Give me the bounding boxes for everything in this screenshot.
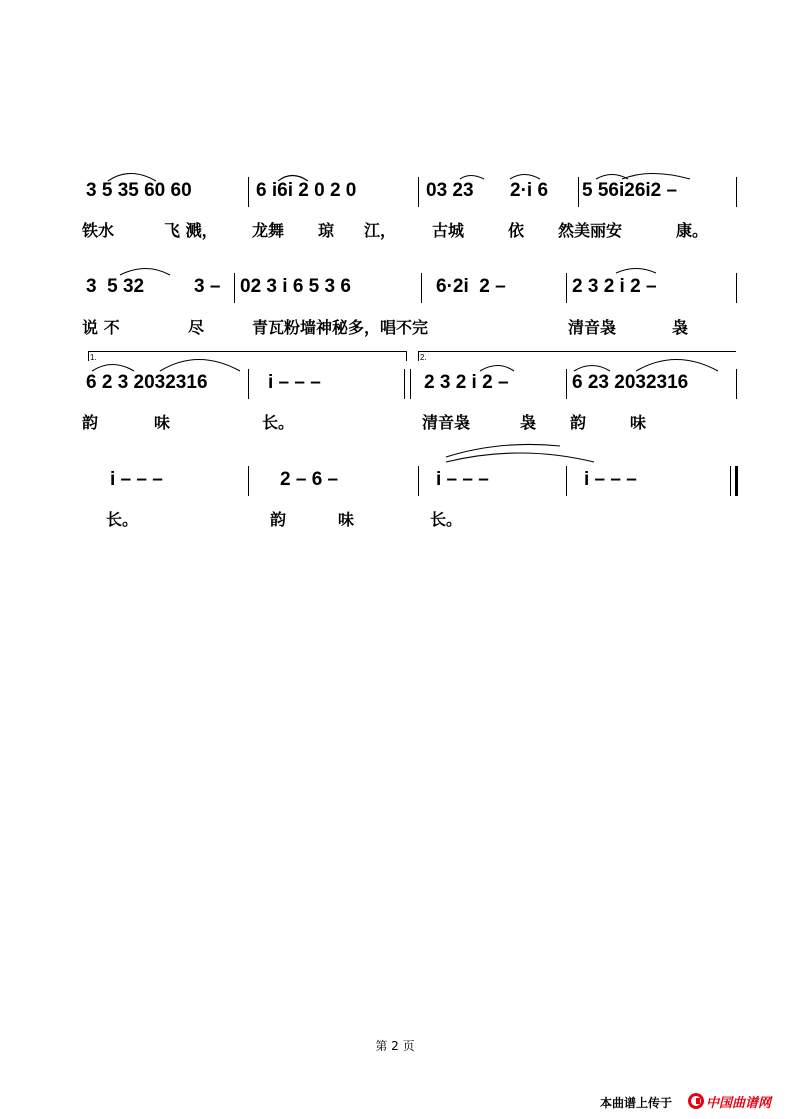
lyric: 尽 <box>188 318 205 337</box>
lyric: 清音袅 <box>568 318 617 337</box>
page-number: 第 2 页 <box>375 1039 415 1053</box>
barline <box>421 273 422 303</box>
measure-notes: 3 5 35 60 60 <box>86 180 192 201</box>
measure-notes: 02 3 i 6 5 3 6 <box>240 276 351 297</box>
lyric: 韵 <box>82 413 99 432</box>
measure-notes: i – – – <box>436 469 489 490</box>
upload-credit: 本曲谱上传于 <box>600 1096 673 1110</box>
logo-icon <box>688 1093 704 1109</box>
measure-notes: 6 2 3 2032316 <box>86 372 208 393</box>
lyric: 康。 <box>676 221 709 240</box>
barline <box>736 369 737 399</box>
slur <box>160 360 240 372</box>
tie <box>446 453 594 462</box>
final-barline-thick <box>735 466 738 496</box>
slur <box>510 175 540 180</box>
measure-notes: 2 3 2 i 2 – <box>424 372 509 393</box>
measure-notes: 3 5 32 <box>86 276 145 297</box>
lyric: 韵 <box>270 510 287 529</box>
lyric: 长。 <box>430 510 463 529</box>
slur <box>596 175 628 180</box>
slur <box>120 269 170 276</box>
first-ending-tick <box>88 351 89 361</box>
second-ending-bracket <box>418 351 736 352</box>
second-ending-label: 2. <box>420 353 427 362</box>
barline <box>410 369 411 399</box>
barline <box>418 177 419 207</box>
measure-notes: i – – – <box>268 372 321 393</box>
lyric: 然美丽安 <box>558 221 623 240</box>
slur <box>574 366 610 372</box>
slur <box>460 176 484 180</box>
lyric: 飞 溅， <box>164 221 218 240</box>
lyric: 味 <box>338 510 355 529</box>
barline <box>566 369 567 399</box>
barline <box>736 177 737 207</box>
measure-notes: 6 i6i 2 0 2 0 <box>256 180 357 201</box>
logo-text: 中国曲谱网 <box>706 1096 772 1111</box>
lyric: 琼 <box>318 221 335 240</box>
barline <box>248 369 249 399</box>
lyric: 韵 <box>570 413 587 432</box>
lyric: 长。 <box>262 413 295 432</box>
lyric: 青瓦粉墙神秘多，唱不完 <box>252 318 429 337</box>
site-logo[interactable] <box>688 1091 784 1111</box>
lyric: 清音袅 <box>422 413 471 432</box>
lyric: 龙舞 <box>252 221 285 240</box>
slur <box>616 269 656 274</box>
measure-notes: 3 – <box>194 276 221 297</box>
measure-notes: 5 56i26i2 – <box>582 180 678 201</box>
barline <box>404 369 405 399</box>
barline <box>566 466 567 496</box>
first-ending-bracket <box>88 351 406 352</box>
barline <box>578 177 579 207</box>
lyric: 味 <box>154 413 171 432</box>
measure-notes: i – – – <box>110 469 163 490</box>
lyric: 袅 <box>520 413 537 432</box>
measure-notes: 2 3 2 i 2 – <box>572 276 657 297</box>
measure-notes: 2·i 6 <box>510 180 549 201</box>
lyric: 江， <box>364 221 397 240</box>
first-ending-label: 1. <box>90 353 97 362</box>
measure-notes: 6·2i 2 – <box>436 276 506 297</box>
barline <box>248 466 249 496</box>
barline <box>566 273 567 303</box>
first-ending-tick <box>406 351 407 361</box>
tie <box>446 444 560 457</box>
measure-notes: 2 – 6 – <box>280 469 339 490</box>
final-barline-thin <box>730 466 731 496</box>
lyric: 袅 <box>672 318 689 337</box>
lyric: 长。 <box>106 510 139 529</box>
slur <box>622 174 690 180</box>
lyric: 铁水 <box>82 221 115 240</box>
lyric: 依 <box>508 221 525 240</box>
slur <box>480 366 514 372</box>
measure-notes: i – – – <box>584 469 637 490</box>
slur <box>92 365 134 372</box>
measure-notes: 6 23 2032316 <box>572 372 689 393</box>
barline <box>248 177 249 207</box>
barline <box>736 273 737 303</box>
slur <box>636 360 718 372</box>
measure-notes: 03 23 <box>426 180 474 201</box>
barline <box>234 273 235 303</box>
lyric: 说 不 <box>82 318 120 337</box>
lyric: 味 <box>630 413 647 432</box>
lyric: 古城 <box>432 221 465 240</box>
second-ending-tick <box>418 351 419 361</box>
barline <box>418 466 419 496</box>
